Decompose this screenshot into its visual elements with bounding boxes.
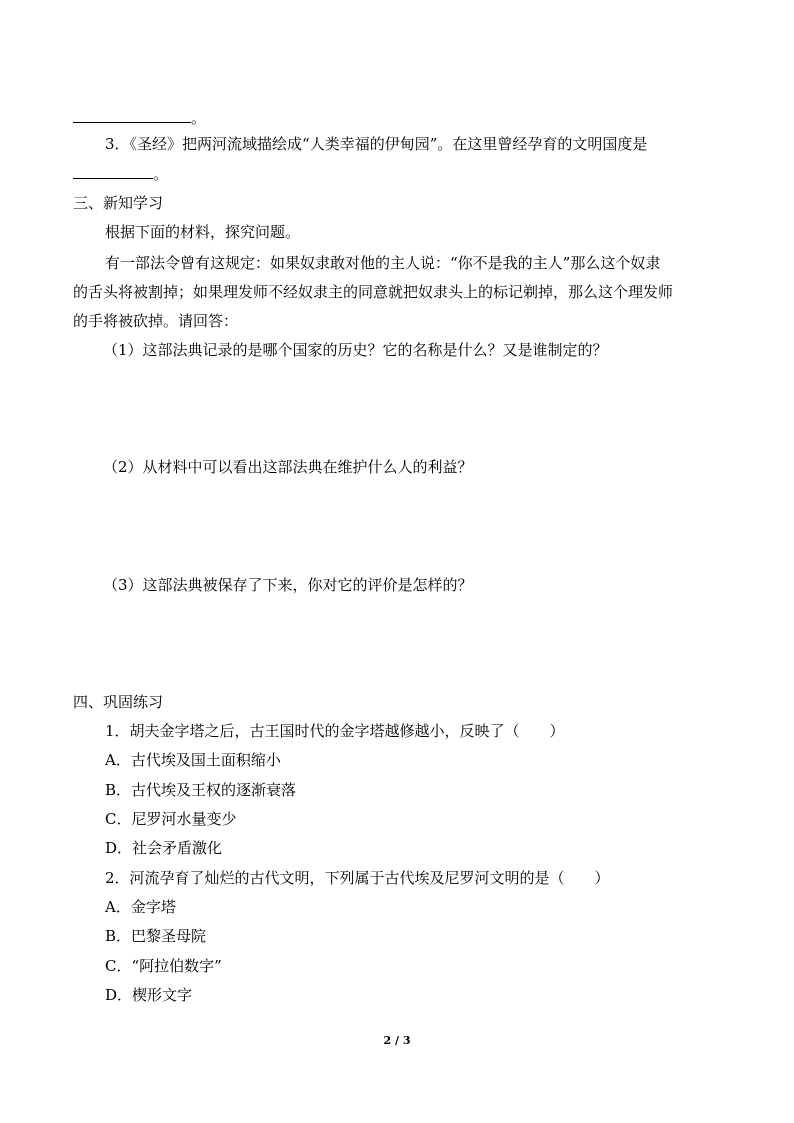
material-line-1: 有一部法令曾有这规定：如果奴隶敢对他的主人说：“你不是我的主人”那么这个奴隶 [105,254,661,272]
exercise-1-stem: 1．胡夫金字塔之后，古王国时代的金字塔越修越小，反映了（ ） [105,722,565,740]
exercise-2-stem: 2．河流孕育了灿烂的古代文明，下列属于古代埃及尼罗河文明的是（ ） [105,869,610,887]
exercise-2-option-b[interactable]: B．巴黎圣母院 [105,927,207,945]
question-3-eval: （3）这部法典被保存了下来，你对它的评价是怎样的？ [103,576,473,594]
question-1: （1）这部法典记录的是哪个国家的历史？它的名称是什么？又是谁制定的？ [103,341,608,359]
exercise-1-option-b[interactable]: B．古代埃及王权的逐渐衰落 [105,781,297,799]
question-3-answer-line: 。 [73,164,168,184]
exercise-2-option-a[interactable]: A．金字塔 [105,898,176,916]
exercise-1-option-c[interactable]: C．尼罗河水量变少 [105,810,237,828]
exercise-2-option-c[interactable]: C．“阿拉伯数字” [105,957,222,975]
answer-blank[interactable] [73,164,153,179]
section-4-heading: 四、巩固练习 [73,693,164,711]
top-answer-line: 。 [73,108,206,128]
answer-blank[interactable] [73,108,191,123]
material-line-2: 的舌头将被割掉；如果理发师不经奴隶主的同意就把奴隶头上的标记剃掉，那么这个理发师 [73,283,674,301]
exercise-1-option-d[interactable]: D．社会矛盾激化 [105,839,223,857]
question-3: 3．《圣经》把两河流域描绘成“人类幸福的伊甸园”。在这里曾经孕育的文明国度是 [105,135,648,153]
exercise-1-option-a[interactable]: A．古代埃及国土面积缩小 [105,751,281,769]
page-number: 2 / 3 [383,1034,411,1047]
question-2: （2）从材料中可以看出这部法典在维护什么人的利益？ [103,458,473,476]
exercise-2-option-d[interactable]: D．楔形文字 [105,986,193,1004]
section-3-intro: 根据下面的材料，探究问题。 [105,223,301,241]
section-3-heading: 三、新知学习 [73,194,164,212]
material-line-3: 的手将被砍掉。请回答： [73,312,239,330]
